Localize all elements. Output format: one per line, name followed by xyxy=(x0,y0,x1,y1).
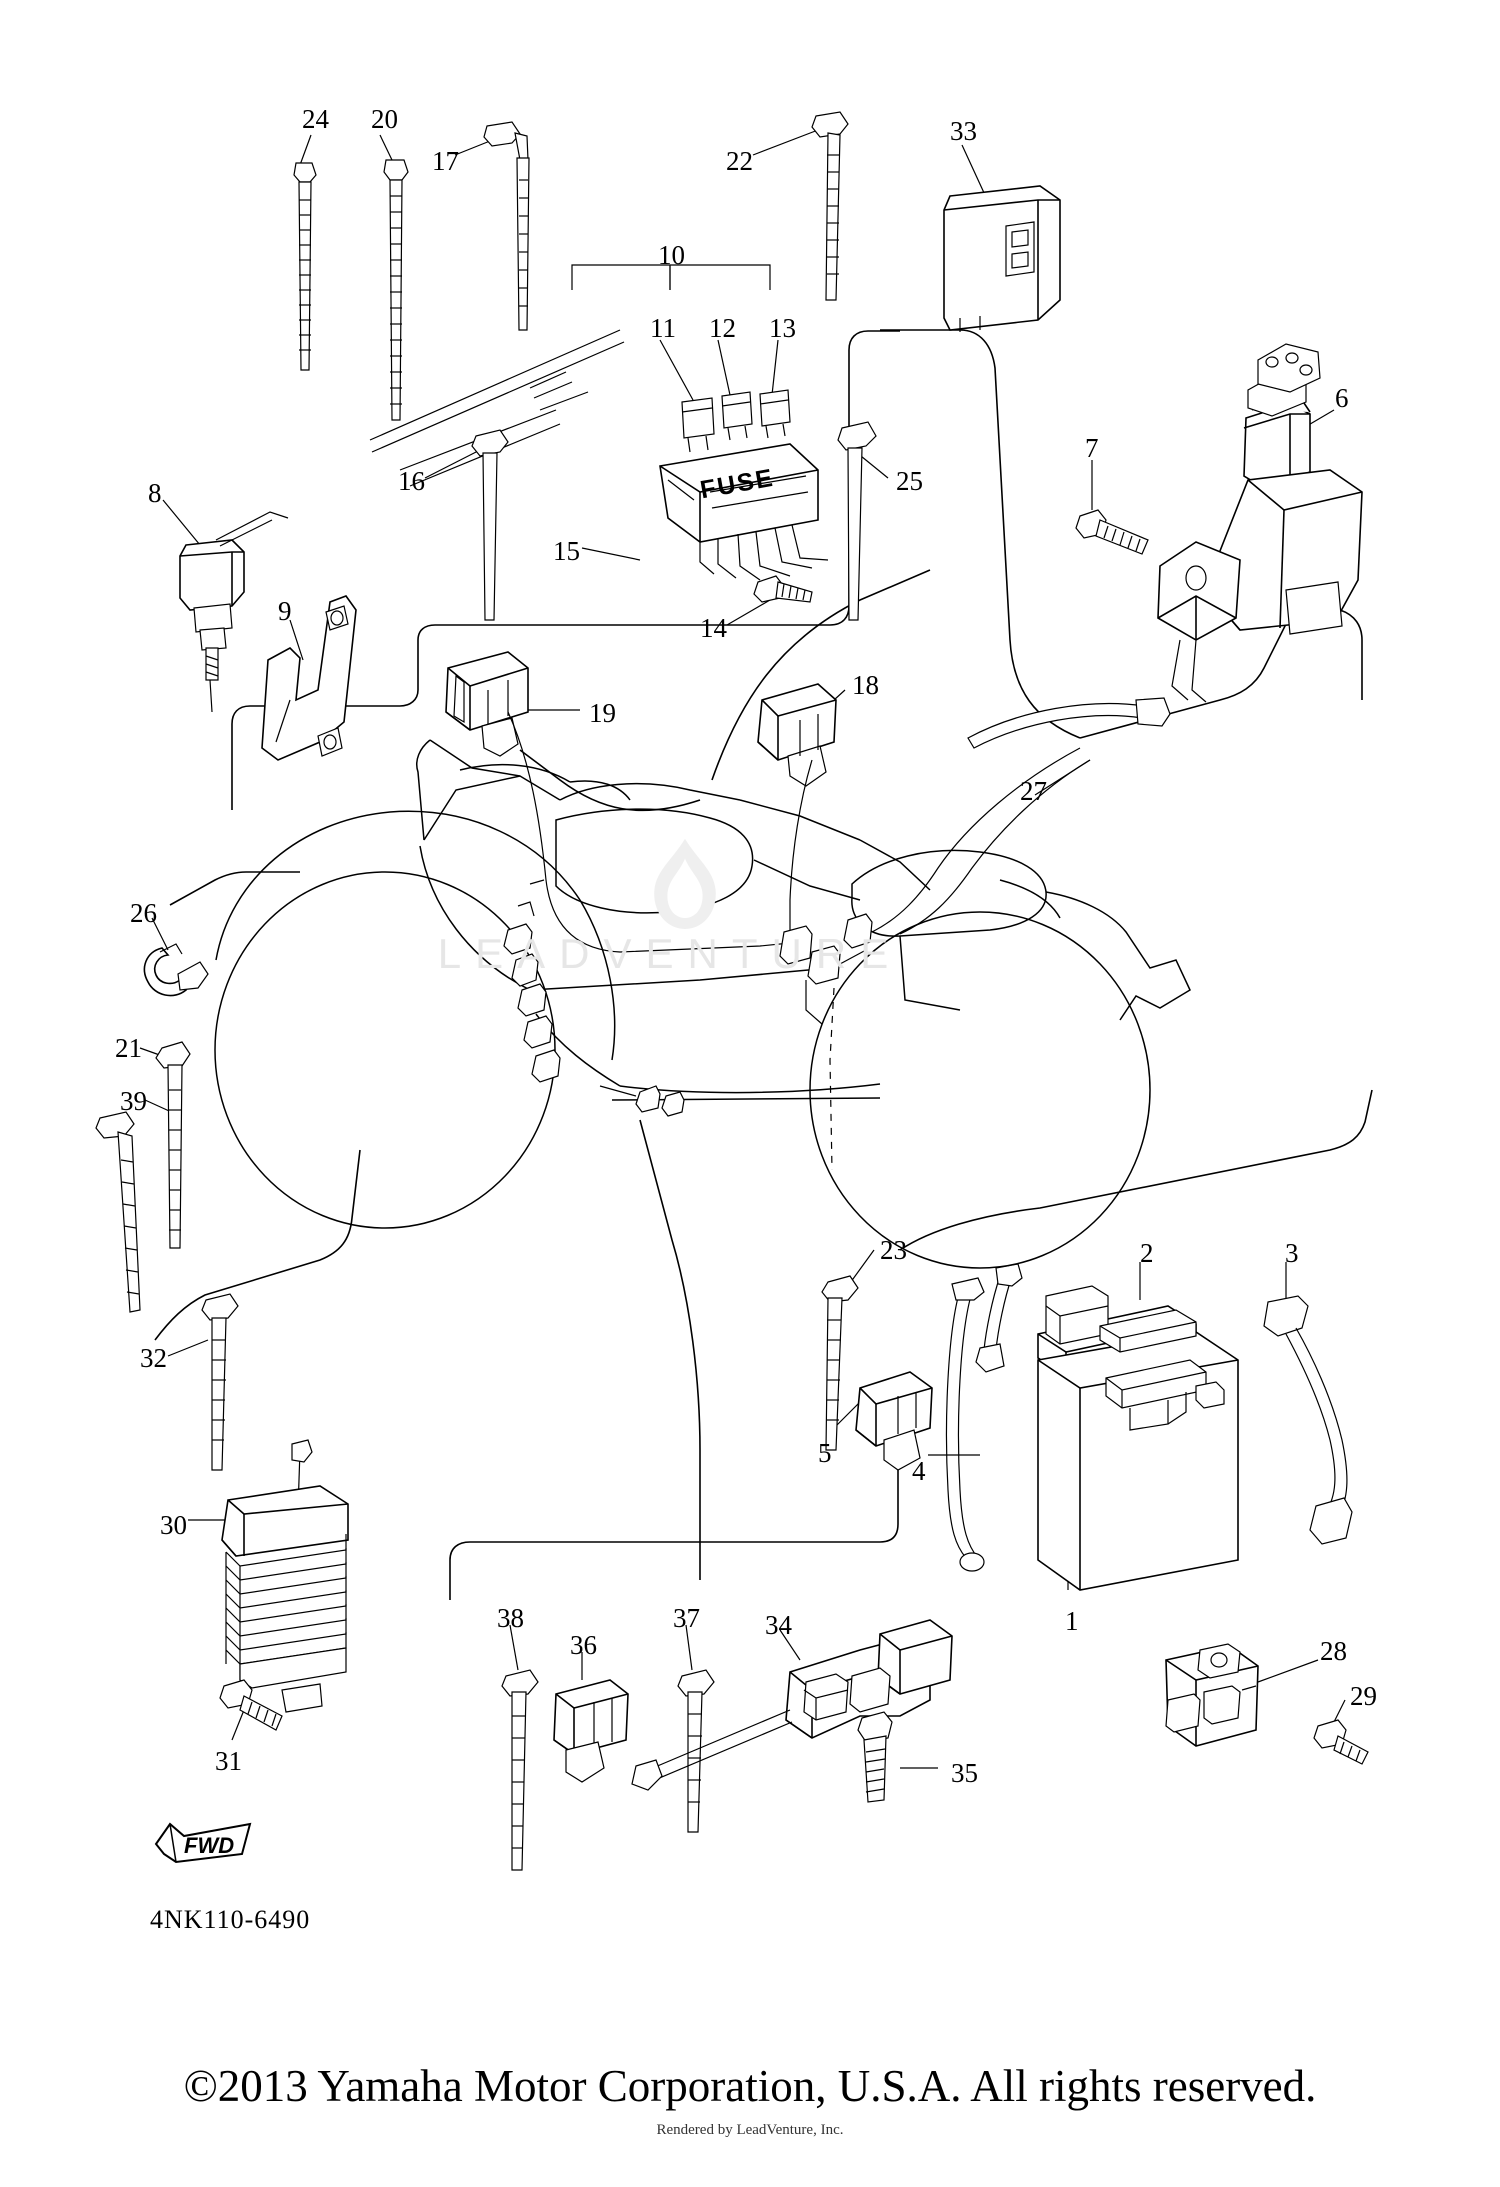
part-10-fuse-box xyxy=(660,444,828,580)
callout-19: 19 xyxy=(589,698,616,728)
diagram-part-number: 4NK110-6490 xyxy=(150,1905,311,1934)
callout-10: 10 xyxy=(658,240,685,270)
callout-33: 33 xyxy=(950,116,977,146)
callout-34: 34 xyxy=(765,1610,792,1640)
part-26 xyxy=(144,944,208,996)
dashed-leader xyxy=(830,988,834,1170)
callout-12: 12 xyxy=(709,313,736,343)
callout-30: 30 xyxy=(160,1510,187,1540)
part-35 xyxy=(858,1712,892,1802)
part-34 xyxy=(632,1620,952,1790)
callout-15: 15 xyxy=(553,536,580,566)
part-14 xyxy=(754,576,812,602)
part-12 xyxy=(722,392,752,440)
part-24 xyxy=(294,163,316,370)
copyright-notice: ©2013 Yamaha Motor Corporation, U.S.A. All rights reserved. xyxy=(183,2061,1317,2111)
callout-17: 17 xyxy=(432,146,459,176)
fwd-text: FWD xyxy=(184,1833,235,1858)
part-13 xyxy=(760,390,790,438)
part-21 xyxy=(156,1042,190,1248)
callout-2: 2 xyxy=(1140,1238,1154,1268)
callout-38: 38 xyxy=(497,1603,524,1633)
part-33 xyxy=(944,186,1060,332)
callout-18: 18 xyxy=(852,670,879,700)
part-37 xyxy=(678,1670,714,1832)
part-27 xyxy=(968,698,1170,748)
callout-9: 9 xyxy=(278,596,292,626)
part-6 xyxy=(1158,344,1362,702)
callout-22: 22 xyxy=(726,146,753,176)
callout-14: 14 xyxy=(700,613,727,643)
callout-3: 3 xyxy=(1285,1238,1299,1268)
part-20 xyxy=(384,160,408,420)
callout-28: 28 xyxy=(1320,1636,1347,1666)
part-29 xyxy=(1314,1720,1368,1764)
callout-31: 31 xyxy=(215,1746,242,1776)
part-22 xyxy=(812,112,848,300)
part-4b xyxy=(976,1264,1022,1372)
motorcycle-outline xyxy=(215,740,1190,1268)
callout-20: 20 xyxy=(371,104,398,134)
part-19 xyxy=(446,652,528,756)
callout-8: 8 xyxy=(148,478,162,508)
part-11 xyxy=(682,398,714,452)
callout-27: 27 xyxy=(1020,776,1047,806)
part-7 xyxy=(1076,510,1148,554)
callout-26: 26 xyxy=(130,898,157,928)
part-25 xyxy=(838,422,876,620)
callout-35: 35 xyxy=(951,1758,978,1788)
part-32 xyxy=(202,1294,238,1470)
callout-5: 5 xyxy=(818,1438,832,1468)
callout-7: 7 xyxy=(1085,433,1099,463)
part-23 xyxy=(822,1276,858,1450)
callout-4: 4 xyxy=(912,1456,926,1486)
callout-16: 16 xyxy=(398,466,425,496)
callout-6: 6 xyxy=(1335,383,1349,413)
part-36 xyxy=(554,1680,628,1782)
watermark-text: LEADVENTURE xyxy=(437,930,903,977)
callout-36: 36 xyxy=(570,1630,597,1660)
harness-connectors xyxy=(780,914,872,1024)
part-3 xyxy=(1264,1296,1352,1544)
part-30 xyxy=(222,1440,348,1712)
part-17 xyxy=(484,122,529,330)
rendered-by-notice: Rendered by LeadVenture, Inc. xyxy=(656,2122,844,2138)
part-38 xyxy=(502,1670,538,1870)
inline-clips xyxy=(504,880,684,1116)
part-4 xyxy=(947,1278,985,1571)
part-9 xyxy=(262,596,356,760)
fuse-box-label: FUSE xyxy=(698,463,777,505)
callout-11: 11 xyxy=(650,313,676,343)
callout-1: 1 xyxy=(1065,1606,1079,1636)
callout-21: 21 xyxy=(115,1033,142,1063)
callout-25: 25 xyxy=(896,466,923,496)
callout-32: 32 xyxy=(140,1343,167,1373)
callout-23: 23 xyxy=(880,1235,907,1265)
callout-13: 13 xyxy=(769,313,796,343)
callout-29: 29 xyxy=(1350,1681,1377,1711)
callout-24: 24 xyxy=(302,104,329,134)
part-39 xyxy=(96,1112,140,1312)
callout-37: 37 xyxy=(673,1603,700,1633)
part-18 xyxy=(758,684,836,786)
callout-39: 39 xyxy=(120,1086,147,1116)
part-28 xyxy=(1166,1644,1258,1746)
